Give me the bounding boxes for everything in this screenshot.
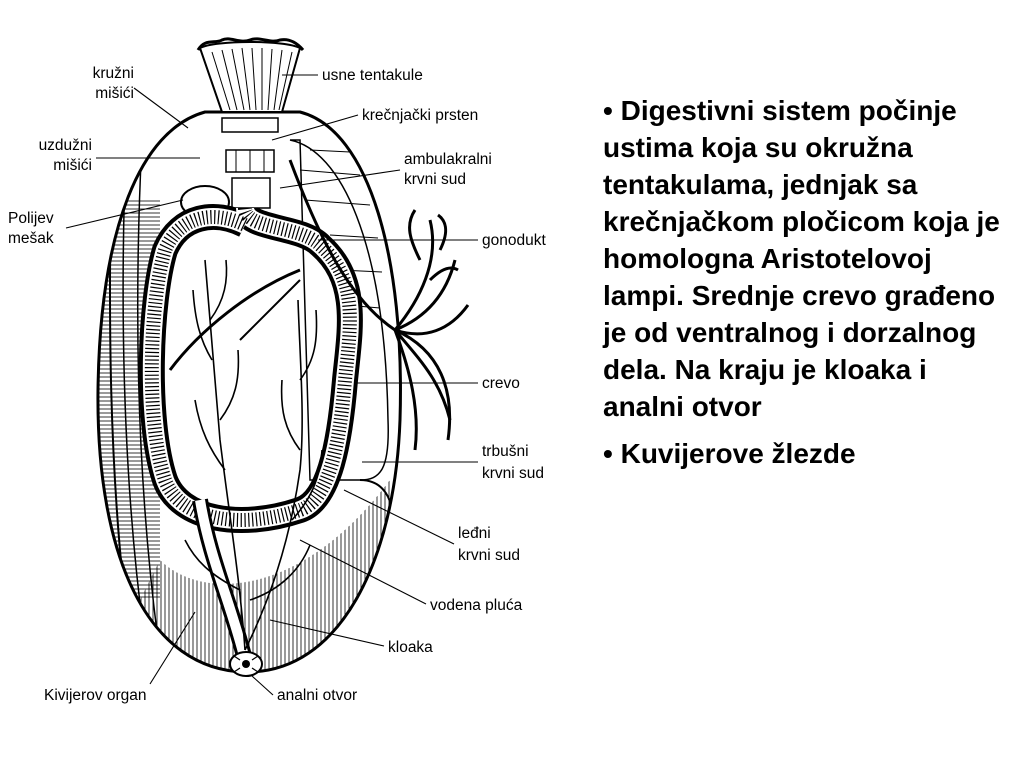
svg-text:mišići: mišići	[53, 157, 92, 174]
svg-text:kružni: kružni	[92, 65, 134, 82]
svg-text:leđni: leđni	[458, 525, 491, 542]
svg-text:vodena pluća: vodena pluća	[430, 597, 523, 614]
svg-text:gonodukt: gonodukt	[482, 232, 546, 249]
svg-text:Polijev: Polijev	[8, 210, 54, 227]
label-analni-otvor	[252, 676, 357, 704]
bullet-text: Kuvijerove žlezde	[620, 438, 856, 469]
svg-text:crevo: crevo	[482, 375, 520, 392]
svg-text:krečnjački prsten: krečnjački prsten	[362, 107, 479, 124]
svg-text:mišići: mišići	[95, 85, 134, 102]
bullet-list	[603, 92, 1013, 482]
bullet-text: Digestivni sistem počinje ustima koja su okružna tentakulama, jednjak sa krečnjačkom pločicom koja je homologna Aristotelovoj lampi. Srednje crevo građeno je od ventralnog i dorzalnog dela. Na kraju je kloaka i analni otvor	[603, 95, 1000, 422]
label-usne-tentakule	[282, 67, 423, 84]
bullet-marker: •	[603, 95, 613, 126]
svg-text:Kivijerov organ: Kivijerov organ	[44, 687, 147, 704]
bullet-marker: •	[603, 438, 613, 469]
svg-text:mešak: mešak	[8, 230, 54, 247]
svg-text:trbušni: trbušni	[482, 443, 529, 460]
bullet-item-cuvier-glands	[603, 435, 1013, 472]
bullet-item-digestive-system	[603, 92, 1013, 425]
body-illustration	[98, 39, 468, 680]
svg-text:krvni sud: krvni sud	[458, 547, 521, 564]
svg-text:krvni sud: krvni sud	[404, 171, 467, 188]
svg-text:uzdužni: uzdužni	[38, 137, 92, 154]
svg-text:krvni sud: krvni sud	[482, 465, 545, 482]
anal-opening	[230, 652, 262, 676]
svg-text:kloaka: kloaka	[388, 639, 433, 656]
svg-text:usne tentakule: usne tentakule	[322, 67, 423, 84]
svg-text:analni otvor: analni otvor	[277, 687, 358, 704]
label-kruzni-misici	[93, 65, 188, 128]
svg-text:ambulakralni: ambulakralni	[404, 151, 492, 168]
